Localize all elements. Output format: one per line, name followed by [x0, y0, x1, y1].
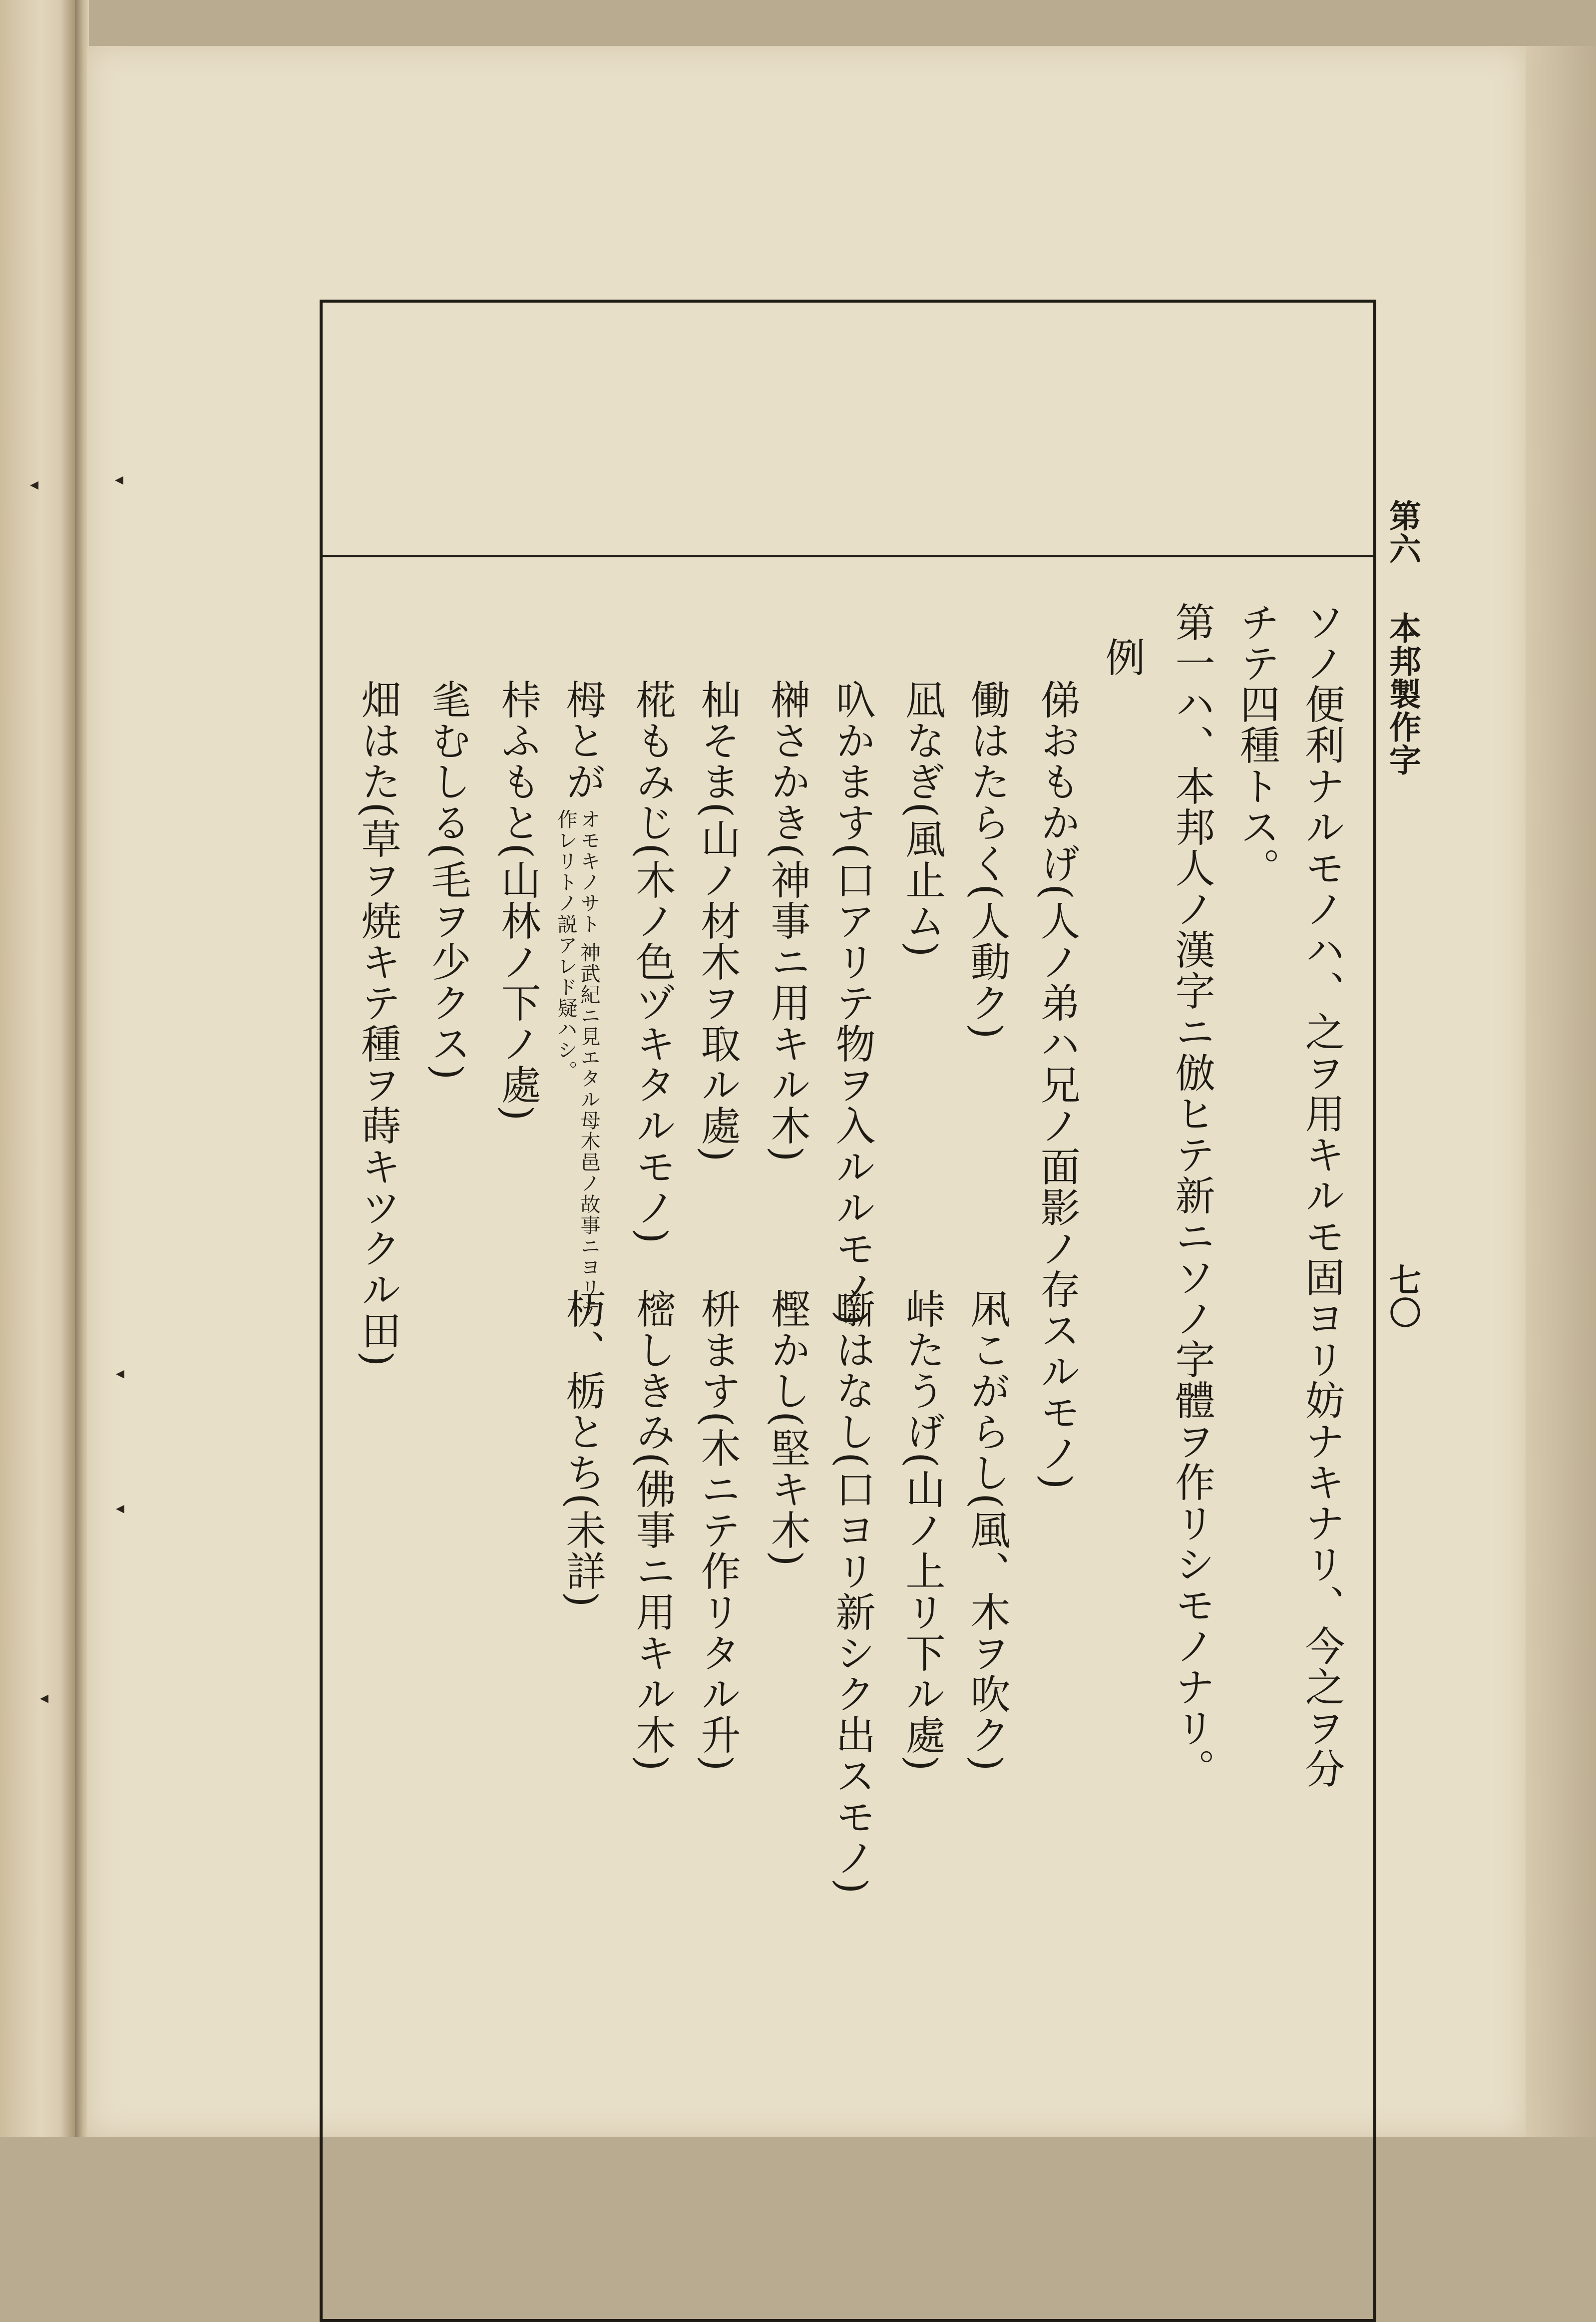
- body-line-1: ソノ便利ナルモノハ、之ヲ用キルモ固ヨリ妨ナキナリ、今之ヲ分: [1298, 602, 1345, 1789]
- example-label: 例: [1099, 637, 1145, 678]
- binding-hole: ◂: [116, 1498, 125, 1518]
- example-entry: 樫かし(堅キ木): [764, 1288, 810, 1567]
- example-entry: 凪なぎ(風止ム): [899, 679, 945, 958]
- example-entry: 凩こがらし(風、木ヲ吹ク): [964, 1288, 1010, 1772]
- example-entry: 桛ふもと(山林ノ下ノ處): [494, 679, 541, 1122]
- binding-hole: ◂: [115, 469, 124, 489]
- example-entry: 杤、栃とち(未詳): [559, 1288, 606, 1608]
- example-entry: 俤おもかげ(人ノ弟ハ兄ノ面影ノ存スルモノ): [1034, 679, 1080, 1491]
- binding-hole: ◂: [116, 1363, 125, 1383]
- example-entry: 畑はた(草ヲ焼キテ種ヲ蒔キツクル田): [355, 679, 401, 1368]
- example-entry: 椛もみじ(木ノ色ヅキタルモノ): [629, 679, 676, 1245]
- body-line-2: チテ四種トス。: [1233, 602, 1280, 888]
- frame-rule: [320, 555, 1376, 557]
- binding-hole: ◂: [30, 474, 39, 494]
- example-entry: 杣そま(山ノ材木ヲ取ル處): [694, 679, 741, 1163]
- example-entry: 峠たうげ(山ノ上リ下ル處): [899, 1288, 945, 1772]
- example-note: 作レリトノ説アレド疑ハシ。: [554, 809, 577, 1082]
- example-note: オモキノサト 神武紀ニ見エタル母木邑ノ故事ニヨリテ: [577, 809, 600, 1320]
- example-entry: 噺はなし(口ヨリ新シク出スモノ): [829, 1288, 875, 1895]
- example-entry: 働はたらく(人動ク): [964, 679, 1010, 1040]
- left-page-edge: [0, 0, 75, 2137]
- binding-hole: ◂: [40, 1688, 49, 1708]
- example-entry: 枡ます(木ニテ作リタル升): [694, 1288, 741, 1772]
- example-entry: 毟むしる(毛ヲ少クス): [424, 679, 471, 1081]
- example-entry: 叺かます(口アリテ物ヲ入ルルモノ): [829, 679, 875, 1327]
- page-number: 七〇: [1384, 1263, 1421, 1329]
- example-entry: 樒しきみ(佛事ニ用キル木): [629, 1288, 676, 1772]
- example-entry: 栂とが: [559, 679, 606, 802]
- running-head-chapter: 第六: [1384, 499, 1421, 565]
- example-entry: 榊さかき(神事ニ用キル木): [764, 679, 810, 1163]
- body-line-3: 第一ハ、本邦人ノ漢字ニ倣ヒテ新ニソノ字體ヲ作リシモノナリ。: [1169, 602, 1215, 1789]
- running-head-title: 本邦製作字: [1384, 612, 1421, 776]
- right-page-edge: [1526, 46, 1596, 2137]
- book-gutter: [75, 0, 89, 2137]
